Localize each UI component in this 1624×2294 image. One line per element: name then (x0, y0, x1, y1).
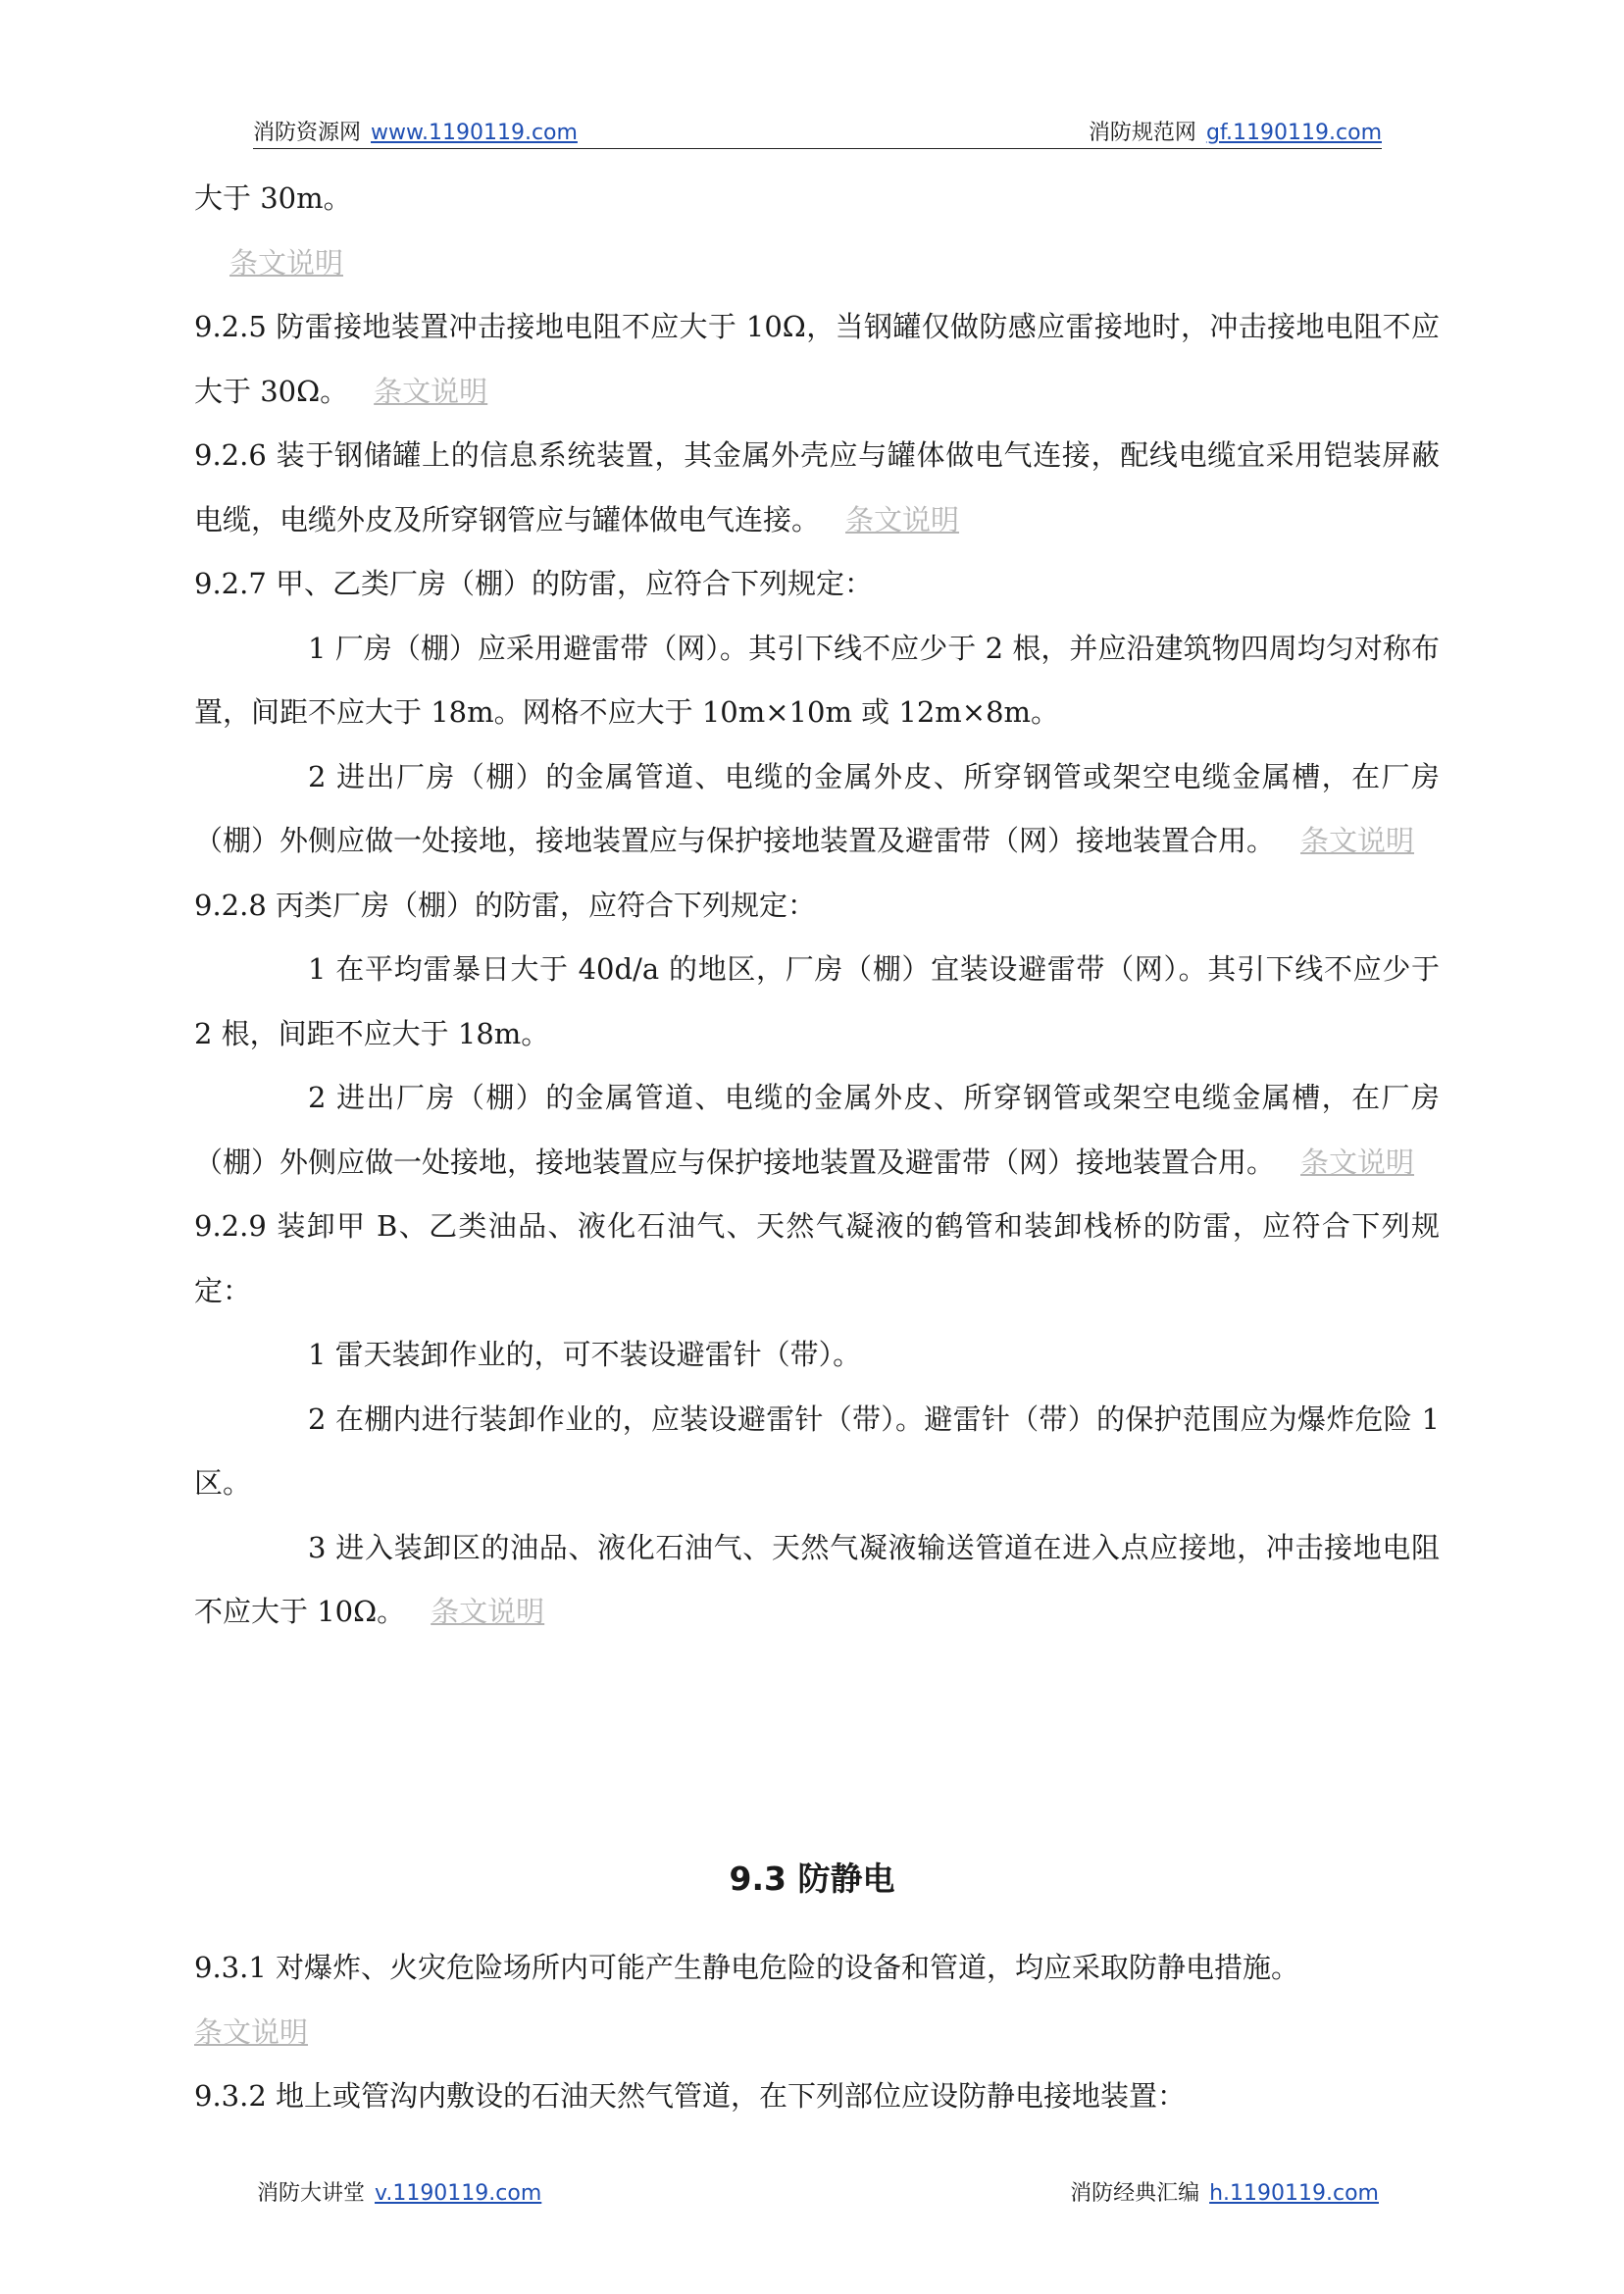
header-left-link[interactable]: www.1190119.com (371, 121, 578, 145)
paragraph (194, 231, 1440, 296)
section-title: 9.3 防静电 (729, 1860, 895, 1898)
explanation-link[interactable]: 条文说明 (431, 1595, 545, 1628)
header-right (1089, 119, 1382, 148)
header-left (253, 119, 578, 148)
clause-9-2-6 (194, 424, 1440, 552)
list-item (194, 617, 1440, 745)
clause-9-3-2 (194, 2065, 1440, 2129)
paragraph-text: 9.2.5 防雷接地装置冲击接地电阻不应大于 10Ω，当钢罐仅做防感应雷接地时，冲击接地电阻不应大于 30Ω。 (194, 310, 1440, 408)
clause-body (194, 167, 1440, 1645)
clause-9-2-9 (194, 1195, 1440, 1323)
paragraph (194, 167, 1440, 231)
paragraph-text: 1 雷天装卸作业的，可不装设避雷针（带）。 (308, 1338, 862, 1371)
list-item (194, 1516, 1440, 1645)
paragraph-text: 9.2.8 丙类厂房（棚）的防雷，应符合下列规定： (194, 888, 817, 922)
list-item (194, 1388, 1440, 1516)
list-item (194, 938, 1440, 1066)
list-item (194, 1323, 1440, 1388)
explanation-link[interactable]: 条文说明 (845, 502, 960, 536)
footer-left-link[interactable]: v.1190119.com (375, 2181, 542, 2206)
explanation-link[interactable]: 条文说明 (1300, 1145, 1415, 1179)
header-right-link[interactable]: gf.1190119.com (1205, 121, 1382, 145)
paragraph-text: 3 进入装卸区的油品、液化石油气、天然气凝液输送管道在进入点应接地，冲击接地电阻不应大于 10Ω。 (194, 1530, 1440, 1628)
clause-9-2-7 (194, 552, 1440, 617)
footer-right-label: 消防经典汇编 (1070, 2181, 1200, 2206)
page-footer (257, 2177, 1379, 2211)
clause-9-3-1 (194, 1936, 1440, 2001)
paragraph-text: 1 在平均雷暴日大于 40d/a 的地区，厂房（棚）宜装设避雷带（网）。其引下线不应少于 2 根，间距不应大于 18m。 (194, 952, 1440, 1050)
footer-left-label: 消防大讲堂 (257, 2181, 366, 2206)
footer-right-link[interactable]: h.1190119.com (1209, 2181, 1379, 2206)
clause-9-2-8 (194, 874, 1440, 939)
explanation-link[interactable]: 条文说明 (194, 2014, 309, 2049)
header-left-label: 消防资源网 (253, 121, 362, 145)
explanation-link[interactable]: 条文说明 (374, 374, 488, 408)
paragraph-text: 大于 30m。 (194, 181, 352, 215)
clause-body-2 (194, 1936, 1440, 2129)
paragraph-text: 1 厂房（棚）应采用避雷带（网）。其引下线不应少于 2 根，并应沿建筑物四周均匀对称布置，间距不应大于 18m。网格不应大于 10m×10m 或 12m×8m。 (194, 631, 1440, 729)
explanation-link[interactable]: 条文说明 (1300, 824, 1415, 857)
paragraph-text: 2 进出厂房（棚）的金属管道、电缆的金属外皮、所穿钢管或架空电缆金属槽，在厂房（棚）外侧应做一处接地，接地装置应与保护接地装置及避雷带（网）接地装置合用。 (194, 759, 1440, 857)
list-item (194, 1066, 1440, 1195)
explanation-link[interactable]: 条文说明 (229, 245, 344, 280)
paragraph-text: 9.3.2 地上或管沟内敷设的石油天然气管道，在下列部位应设防静电接地装置： (194, 2079, 1187, 2113)
paragraph-text: 2 进出厂房（棚）的金属管道、电缆的金属外皮、所穿钢管或架空电缆金属槽，在厂房（棚）外侧应做一处接地，接地装置应与保护接地装置及避雷带（网）接地装置合用。 (194, 1081, 1440, 1179)
paragraph (194, 2001, 1440, 2065)
paragraph-text: 9.2.9 装卸甲 B、乙类油品、液化石油气、天然气凝液的鹤管和装卸栈桥的防雷，应符合下列规定： (194, 1209, 1440, 1307)
footer-right (1070, 2177, 1379, 2211)
page-header (253, 119, 1382, 149)
clause-9-2-5 (194, 295, 1440, 424)
header-right-label: 消防规范网 (1088, 121, 1196, 145)
paragraph-text: 9.2.7 甲、乙类厂房（棚）的防雷，应符合下列规定： (194, 567, 874, 600)
list-item (194, 745, 1440, 874)
paragraph-text: 2 在棚内进行装卸作业的，应装设避雷针（带）。避雷针（带）的保护范围应为爆炸危险 1 区。 (194, 1402, 1440, 1500)
paragraph-text: 9.2.6 装于钢储罐上的信息系统装置，其金属外壳应与罐体做电气连接，配线电缆宜采用铠装屏蔽电缆，电缆外皮及所穿钢管应与罐体做电气连接。 (194, 438, 1440, 536)
footer-left (257, 2177, 541, 2211)
paragraph-text: 9.3.1 对爆炸、火灾危险场所内可能产生静电危险的设备和管道，均应采取防静电措施。 (194, 1951, 1300, 1984)
